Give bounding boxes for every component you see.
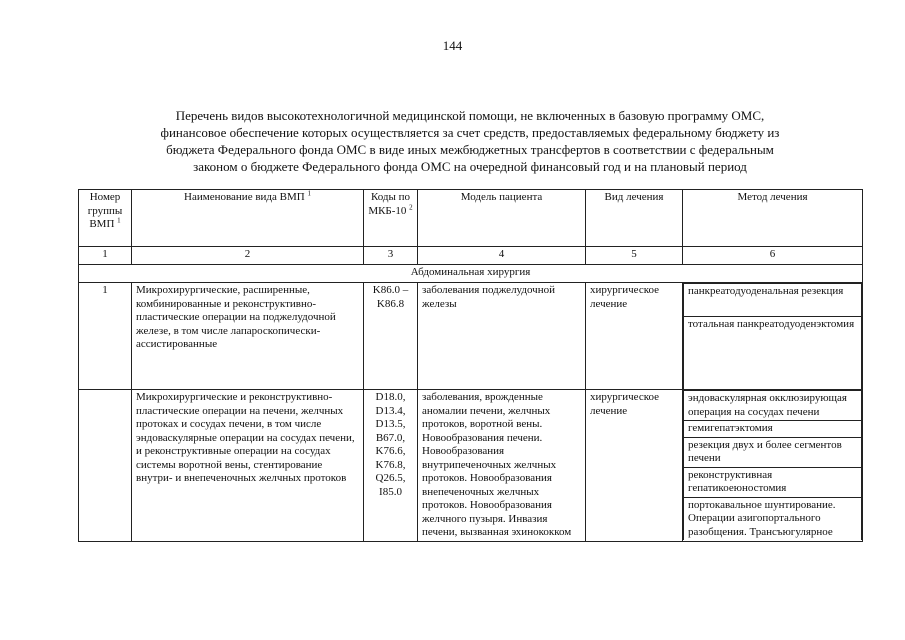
page-number: 144 [442,38,463,53]
method-item: гемигепатэктомия [684,421,862,438]
method-item: эндоваскулярная окклюзирующая операция на сосудах печени [684,391,862,421]
patient-model-cell: заболевания, врожденные аномалии печени, желчных протоков, воротной вены. Новообразования печени. Новообразования внутрипеченочных желчных протоков. Новообразования внепеченочных желчных протоков. Новообразования желчного пузыря. Инвазия печени, вызванная эхинококком [418,390,586,542]
group-number-cell: 1 [79,283,132,390]
method-item: реконструктивная гепатикоеюностомия [684,467,862,497]
table-row [79,390,863,542]
header-group-number: Номер группы ВМП $^1$ [79,190,132,247]
column-number: 4 [418,247,586,265]
method-item: портокавальное шунтирование. Операции азигопортального разобщения. Трансъюгулярное [684,497,862,540]
treatment-methods-cell [683,283,863,390]
vmp-name-cell: Микрохирургические и реконструктивно-пластические операции на печени, желчных протоках и сосудах печени, в том числе эндоваскулярные операции на сосудах печени, и реконструктивные операции на сосудах системы воротной вены, стентирование внутри- и внепеченочных желчных протоков [132,390,364,542]
patient-model-cell: заболевания поджелудочной железы [418,283,586,390]
method-item: панкреатодуоденальная резекция [684,284,862,317]
header-treatment-method: Метод лечения [683,190,863,247]
column-number: 6 [683,247,863,265]
icd-codes-cell: K86.0 – K86.8 [364,283,418,390]
method-item: тотальная панкреатодуоденэктомия [684,317,862,390]
column-numbers-row [79,247,863,265]
table-row [79,283,863,390]
method-list [683,283,862,389]
header-treatment-type: Вид лечения [586,190,683,247]
column-number: 3 [364,247,418,265]
vmp-name-cell: Микрохирургические, расширенные, комбинированные и реконструктивно-пластические операции на поджелудочной железе, в том числе лапароскопически-ассистированные [132,283,364,390]
header-patient-model: Модель пациента [418,190,586,247]
group-number-cell [79,390,132,542]
vmp-table [78,189,863,542]
treatment-type-cell: хирургическое лечение [586,390,683,542]
title-line: законом о бюджете Федерального фонда ОМС на очередной финансовый год и на плановый период [193,159,747,174]
column-number: 5 [586,247,683,265]
table-header-row [79,190,863,247]
column-number: 2 [132,247,364,265]
header-icd-codes: Коды по МКБ-10 $^2$ [364,190,418,247]
treatment-methods-cell [683,390,863,542]
icd-codes-cell: D18.0, D13.4, D13.5, B67.0, K76.6, K76.8, Q26.5, I85.0 [364,390,418,542]
section-title: Абдоминальная хирургия [79,265,863,283]
title-line: бюджета Федерального фонда ОМС в виде иных межбюджетных трансфертов в соответствии с федеральным [166,142,774,157]
column-number: 1 [79,247,132,265]
method-item: резекция двух и более сегментов печени [684,437,862,467]
document-title [80,107,860,175]
title-line: финансовое обеспечение которых осуществляется за счет средств, предоставляемых федеральному бюджету из [160,125,780,140]
treatment-type-cell: хирургическое лечение [586,283,683,390]
method-list [683,390,862,540]
section-row [79,265,863,283]
title-line: Перечень видов высокотехнологичной медицинской помощи, не включенных в базовую программу ОМС, [175,108,765,123]
header-vmp-name: Наименование вида ВМП $^1$ [132,190,364,247]
